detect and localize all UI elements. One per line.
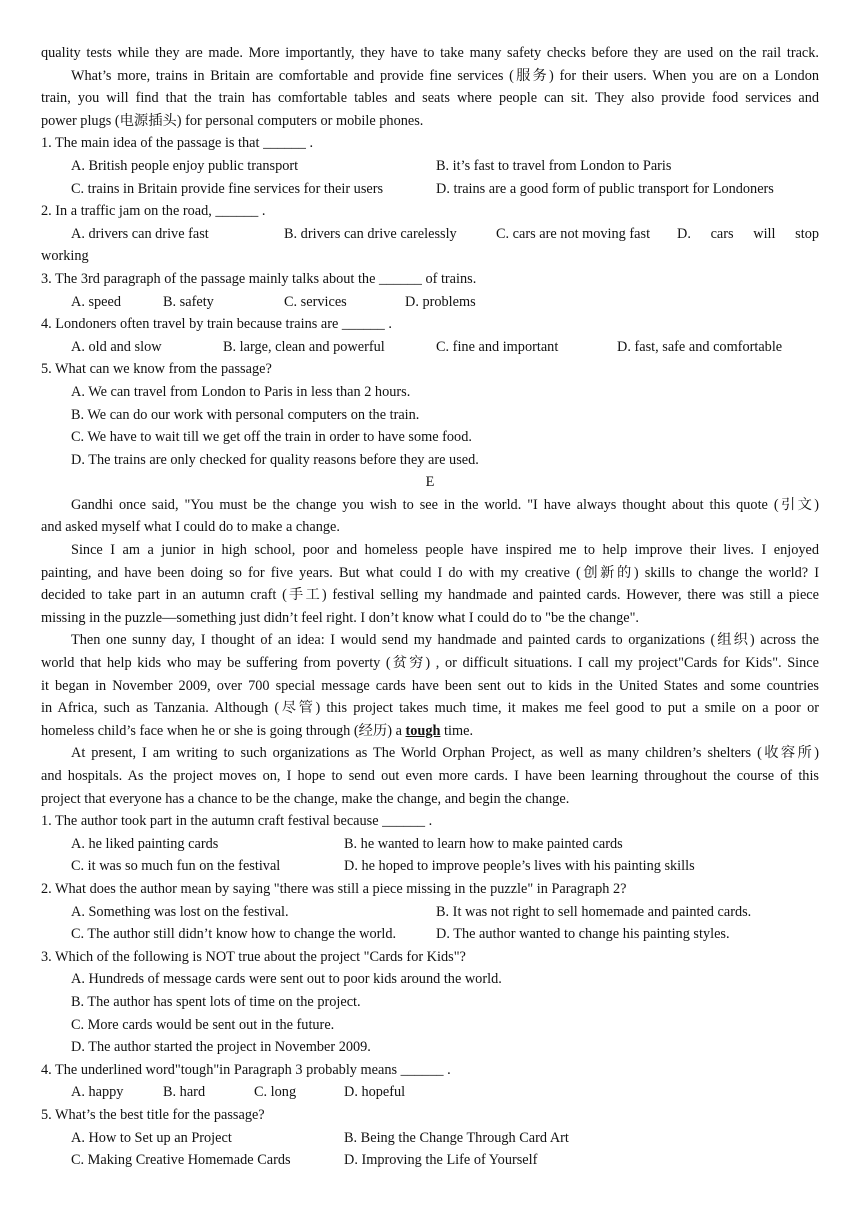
question-stem: 5. What can we know from the passage? — [41, 361, 272, 378]
section-heading: E — [425, 474, 435, 491]
passage-text-line: it began in November 2009, over 700 special message cards have been sent out to kids in the United States and some countries — [41, 677, 819, 694]
option-d: D. The author wanted to change his painting styles. — [436, 926, 730, 943]
option-c: C. More cards would be sent out in the future. — [71, 1016, 335, 1033]
option-b: B. hard — [163, 1084, 206, 1101]
text-run: homeless child’s face when he or she is going through (经历) a — [41, 722, 406, 739]
passage-text-line: Gandhi once said, "You must be the change you wish to see in the world. "I have always thought about this quote (引文) — [71, 496, 819, 513]
option-row — [41, 449, 819, 472]
option-a: A. Hundreds of message cards were sent out to poor kids around the world. — [71, 971, 502, 988]
option-a: A. How to Set up an Project — [71, 1129, 232, 1146]
option-row — [41, 968, 819, 991]
option-row — [41, 1036, 819, 1059]
option-row — [41, 178, 819, 201]
question-stem: 1. The main idea of the passage is that ______ . — [41, 135, 314, 152]
option-row — [41, 426, 819, 449]
option-c: C. The author still didn’t know how to change the world. — [71, 926, 397, 943]
passage-text-line: quality tests while they are made. More importantly, they have to take many safety checks before they are used on the rail track. — [41, 45, 819, 61]
option-c: C. fine and important — [436, 338, 559, 355]
option-a: A. speed — [71, 293, 122, 310]
passage-text-line: project that everyone has a chance to be the change, make the change, and begin the change. — [41, 790, 570, 807]
option-d: D. fast, safe and comfortable — [617, 338, 783, 355]
option-row — [41, 1149, 819, 1172]
option-c: C. it was so much fun on the festival — [71, 858, 281, 875]
option-d: D. The trains are only checked for quality reasons before they are used. — [71, 451, 479, 468]
option-row — [41, 991, 819, 1014]
option-row — [41, 1081, 819, 1104]
option-d: D. hopeful — [344, 1084, 406, 1101]
question-stem: 2. In a traffic jam on the road, ______ . — [41, 203, 266, 220]
passage-text-line: and hospitals. As the project moves on, I hope to send out even more cards. I have been learning throughout the course of this — [41, 768, 819, 784]
passage-text-line: missing in the puzzle—something just didn’t feel right. I don’t know what I could do to "be the change". — [41, 609, 640, 626]
option-row — [41, 1014, 819, 1037]
question-stem: 2. What does the author mean by saying "there was still a piece missing in the puzzle" in Paragraph 2? — [41, 880, 627, 897]
option-a: A. Something was lost on the festival. — [71, 903, 289, 920]
passage-text-line: painting, and have been doing so for five years. But what could I do with my creative (创新的) skills to change the world? I — [41, 564, 819, 581]
option-b: B. he wanted to learn how to make painted cards — [344, 835, 623, 852]
option-b: B. Being the Change Through Card Art — [344, 1129, 569, 1146]
option-c: C. We have to wait till we get off the train in order to have some food. — [71, 429, 472, 446]
option-row — [41, 404, 819, 427]
option-c: C. trains in Britain provide fine services for their users — [71, 180, 384, 197]
option-row — [41, 381, 819, 404]
underlined-word: tough — [405, 722, 441, 739]
option-d: D. problems — [405, 293, 476, 310]
option-row — [41, 155, 819, 178]
option-row — [41, 336, 819, 359]
option-row — [41, 923, 819, 946]
passage-text-line: and asked myself what I could do to make a change. — [41, 519, 340, 536]
passage-text-line: At present, I am writing to such organizations as The World Orphan Project, as well as many children’s shelters (收容所) — [71, 745, 819, 762]
question-stem: 3. Which of the following is NOT true about the project "Cards for Kids"? — [41, 948, 466, 965]
option-row — [41, 223, 819, 246]
passage-text-line: decided to take part in an autumn craft (手工) festival selling my handmade and painted cards. However, there was still a piece — [41, 587, 819, 604]
passage-text-line: in Africa, such as Tanzania. Although (尽管) this project takes much time, it makes me feel good to put a smile on a poor or — [41, 700, 819, 717]
option-d: D. The author started the project in November 2009. — [71, 1039, 371, 1056]
option-a: A. We can travel from London to Paris in less than 2 hours. — [71, 383, 411, 400]
option-row — [41, 1127, 819, 1150]
passage-text-line: power plugs (电源插头) for personal computers or mobile phones. — [41, 112, 424, 129]
passage-text-line: What’s more, trains in Britain are comfortable and provide fine services (服务) for their users. When you are on a London — [71, 67, 819, 84]
option-row — [41, 855, 819, 878]
option-b: B. It was not right to sell homemade and painted cards. — [436, 903, 752, 920]
exam-page — [41, 42, 819, 1172]
option-b: B. large, clean and powerful — [223, 338, 385, 355]
option-b: B. We can do our work with personal computers on the train. — [71, 406, 420, 423]
option-row — [41, 833, 819, 856]
option-a: A. British people enjoy public transport — [71, 157, 299, 174]
question-stem: 3. The 3rd paragraph of the passage mainly talks about the ______ of trains. — [41, 270, 477, 287]
option-row — [41, 291, 819, 314]
option-b: B. The author has spent lots of time on the project. — [71, 993, 361, 1010]
option-d: D. cars will stop — [677, 225, 819, 242]
question-stem: 4. The underlined word"tough"in Paragraph 3 probably means ______ . — [41, 1061, 451, 1078]
passage-text-line: Since I am a junior in high school, poor and homeless people have inspired me to help improve their lives. I enjoyed — [71, 542, 819, 559]
question-stem: 4. Londoners often travel by train because trains are ______ . — [41, 316, 392, 333]
option-d: D. he hoped to improve people’s lives with his painting skills — [344, 858, 695, 875]
passage-text-line: Then one sunny day, I thought of an idea: I would send my handmade and painted cards to organizations (组织) across the — [71, 632, 819, 649]
option-b: B. drivers can drive carelessly — [284, 225, 457, 242]
option-a: A. he liked painting cards — [71, 835, 219, 852]
passage-text-line — [41, 720, 819, 743]
option-c: C. Making Creative Homemade Cards — [71, 1152, 291, 1169]
option-c: C. services — [284, 293, 347, 310]
option-c: C. cars are not moving fast — [496, 225, 651, 242]
option-a: A. old and slow — [71, 338, 162, 355]
passage-text-line: train, you will find that the train has comfortable tables and seats where people can sit. They also provide food services and — [41, 90, 819, 107]
option-d: D. Improving the Life of Yourself — [344, 1152, 538, 1169]
option-c: C. long — [254, 1084, 297, 1101]
passage-text-line: world that help kids who may be suffering from poverty (贫穷) , or difficult situations. I call my project"Cards for Kids". Since — [41, 655, 819, 672]
option-a: A. happy — [71, 1084, 124, 1101]
option-b: B. safety — [163, 293, 214, 310]
question-stem: 5. What’s the best title for the passage? — [41, 1106, 265, 1123]
option-wrap: working — [41, 248, 89, 265]
option-d: D. trains are a good form of public transport for Londoners — [436, 180, 774, 197]
question-stem: 1. The author took part in the autumn craft festival because ______ . — [41, 813, 433, 830]
option-a: A. drivers can drive fast — [71, 225, 209, 242]
option-b: B. it’s fast to travel from London to Paris — [436, 157, 672, 174]
option-row — [41, 901, 819, 924]
text-run: time. — [440, 722, 474, 739]
